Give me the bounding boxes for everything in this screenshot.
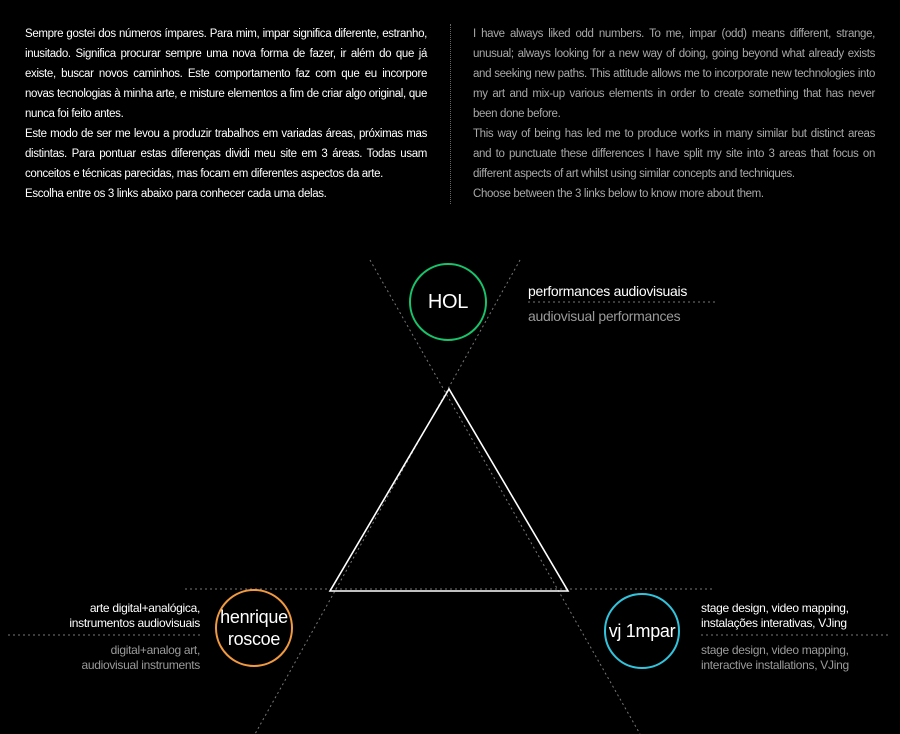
henrique-roscoe-description-en[interactable]: digital+analog art, audiovisual instruments: [81, 643, 200, 672]
hol-link-circle[interactable]: [409, 263, 487, 341]
vj-1mpar-title: vj 1mpar: [608, 621, 676, 641]
vj-1mpar-description-pt[interactable]: stage design, video mapping, instalações interativas, VJing: [701, 601, 849, 630]
henrique-roscoe-title: henrique roscoe: [220, 607, 288, 649]
henrique-roscoe-link-circle[interactable]: [215, 589, 293, 667]
henrique-roscoe-description-pt[interactable]: arte digital+analógica, instrumentos audiovisuais: [69, 601, 200, 630]
vj-1mpar-description-en[interactable]: stage design, video mapping, interactive installations, VJing: [701, 643, 849, 672]
hol-title: HOL: [427, 291, 469, 313]
dotted-line-top-right: [255, 260, 520, 734]
intro-text-english: I have always liked odd numbers. To me, impar (odd) means different, strange, unusual; always looking for a new way of doing, going beyond what already exists and seeking new paths. This attitude allows me to incorporate new technologies into my art and mix-up various elements in order to create something that has never been done before. This way of being has led me to produce works in many similar but distinct areas and to punctuate these differences I have split my site into 3 areas that focus on different aspects of art whilst using similar concepts and techniques. Choose between the 3 links below to know more about them.: [473, 28, 875, 200]
intro-text-portuguese: Sempre gostei dos números ímpares. Para mim, impar significa diferente, estranho, inusitado. Significa procurar sempre uma nova forma de fazer, ir além do que já existe, buscar novos caminhos. Este comportamento faz com que eu incorpore novas tecnologias à minha arte, e misture elementos a fim de criar algo original, que nunca foi feito antes. Este modo de ser me levou a produzir trabalhos em variadas áreas, próximas mas distintas. Para pontuar estas diferenças dividi meu site em 3 áreas. Todas usam conceitos e técnicas parecidas, mas focam em diferentes aspectos da arte. Escolha entre os 3 links abaixo para conhecer cada uma delas.: [25, 28, 427, 200]
dotted-line-top-left: [370, 260, 640, 734]
hol-description-pt[interactable]: performances audiovisuais: [528, 283, 688, 299]
center-triangle: [330, 389, 568, 591]
hol-description-en[interactable]: audiovisual performances: [528, 308, 681, 324]
vj-1mpar-link-circle[interactable]: [604, 593, 680, 669]
